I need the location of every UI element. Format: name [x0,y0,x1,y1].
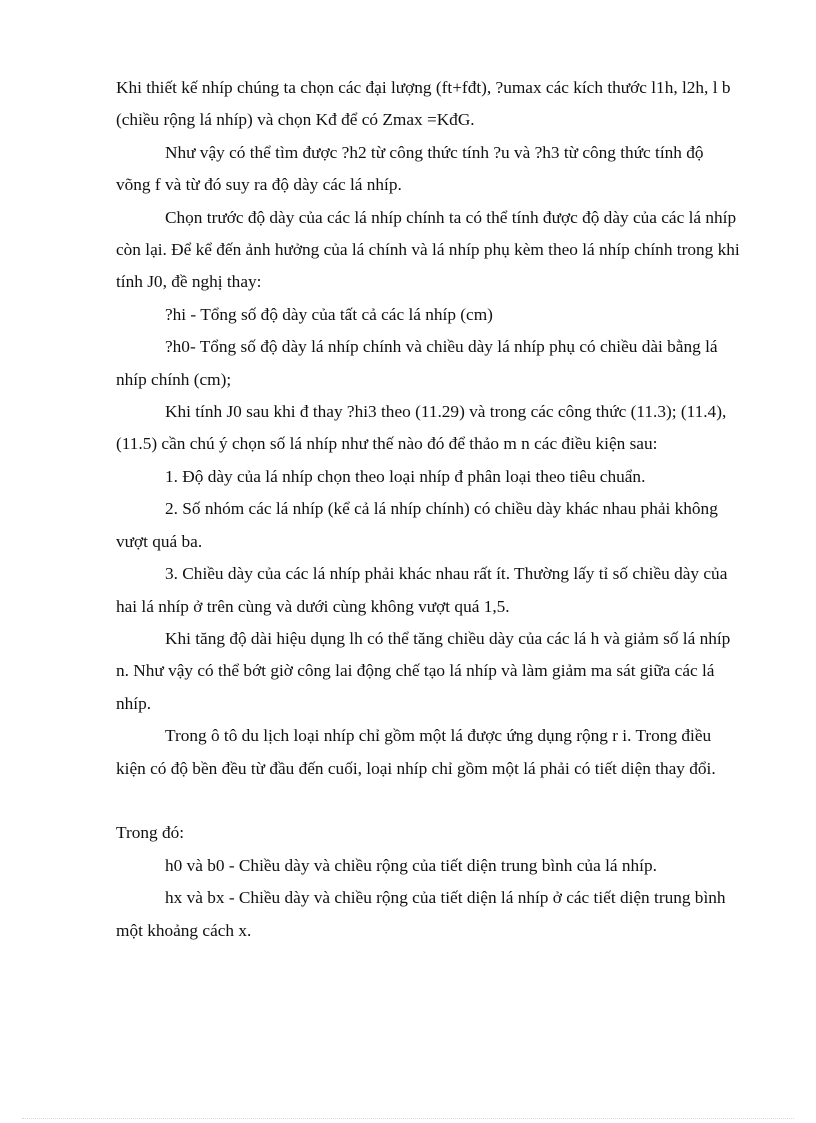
paragraph-intro: Khi thiết kế nhíp chúng ta chọn các đại lượng (ft+fđt), ?umax các kích thước l1h, l2h, l b (chiều rộng lá nhíp) và chọn Kđ để có Zmax =KđG. [116,78,731,130]
list-item-condition-3: 3. Chiều dày của các lá nhíp phải khác nhau rất ít. Thường lấy tỉ số chiều dày của hai lá nhíp ở trên cùng và dưới cùng không vượt quá 1,5. [116,564,728,616]
paragraph-spacer [116,785,740,817]
paragraph-main-leaf: Chọn trước độ dày của các lá nhíp chính ta có thể tính được độ dày của các lá nhíp còn lại. Để kể đến ảnh hưởng của lá chính và lá nhíp phụ kèm theo lá nhíp chính trong khi tính J0, đề nghị thay: [116,207,740,292]
list-item-condition-1: 1. Độ dày của lá nhíp chọn theo loại nhíp đ phân loại theo tiêu chuẩn. [165,466,646,486]
paragraph-sum-hi: ?hi - Tổng số độ dày của tất cả các lá nhíp (cm) [165,304,493,324]
document-body [116,72,740,947]
paragraph-passenger-car: Trong ô tô du lịch loại nhíp chỉ gồm một lá được ứng dụng rộng r i. Trong điều kiện có độ bền đều từ đầu đến cuối, loại nhíp chỉ gồm một lá phải có tiết diện thay đổi. [116,726,716,778]
paragraph-sum-h0: ?h0- Tổng số độ dày lá nhíp chính và chiều dày lá nhíp phụ có chiều dài bằng lá nhíp chính (cm); [116,337,718,389]
page-bottom-divider [22,1118,794,1119]
paragraph-thickness-calc: Như vậy có thể tìm được ?h2 từ công thức tính ?u và ?h3 từ công thức tính độ võng f và từ đó suy ra độ dày các lá nhíp. [116,142,704,195]
definition-hx-bx: hx và bx - Chiều dày và chiều rộng của tiết diện lá nhíp ở các tiết diện trung bình một khoảng cách x. [116,888,726,940]
definition-h0-b0: h0 và b0 - Chiều dày và chiều rộng của tiết diện trung bình của lá nhíp. [165,855,657,875]
paragraph-conditions: Khi tính J0 sau khi đ thay ?hi3 theo (11.29) và trong các công thức (11.3); (11.4), (11.5) cần chú ý chọn số lá nhíp như thế nào đó để thảo m n các điều kiện sau: [116,402,727,454]
list-item-condition-2: 2. Số nhóm các lá nhíp (kể cả lá nhíp chính) có chiều dày khác nhau phải không vượt quá ba. [116,499,718,551]
paragraph-where-heading: Trong đó: [116,823,185,843]
paragraph-effective-length: Khi tăng độ dài hiệu dụng lh có thể tăng chiều dày của các lá h và giảm số lá nhíp n. Như vậy có thể bớt giờ công lai động chế tạo lá nhíp và làm giảm ma sát giữa các lá nhíp. [116,628,731,713]
